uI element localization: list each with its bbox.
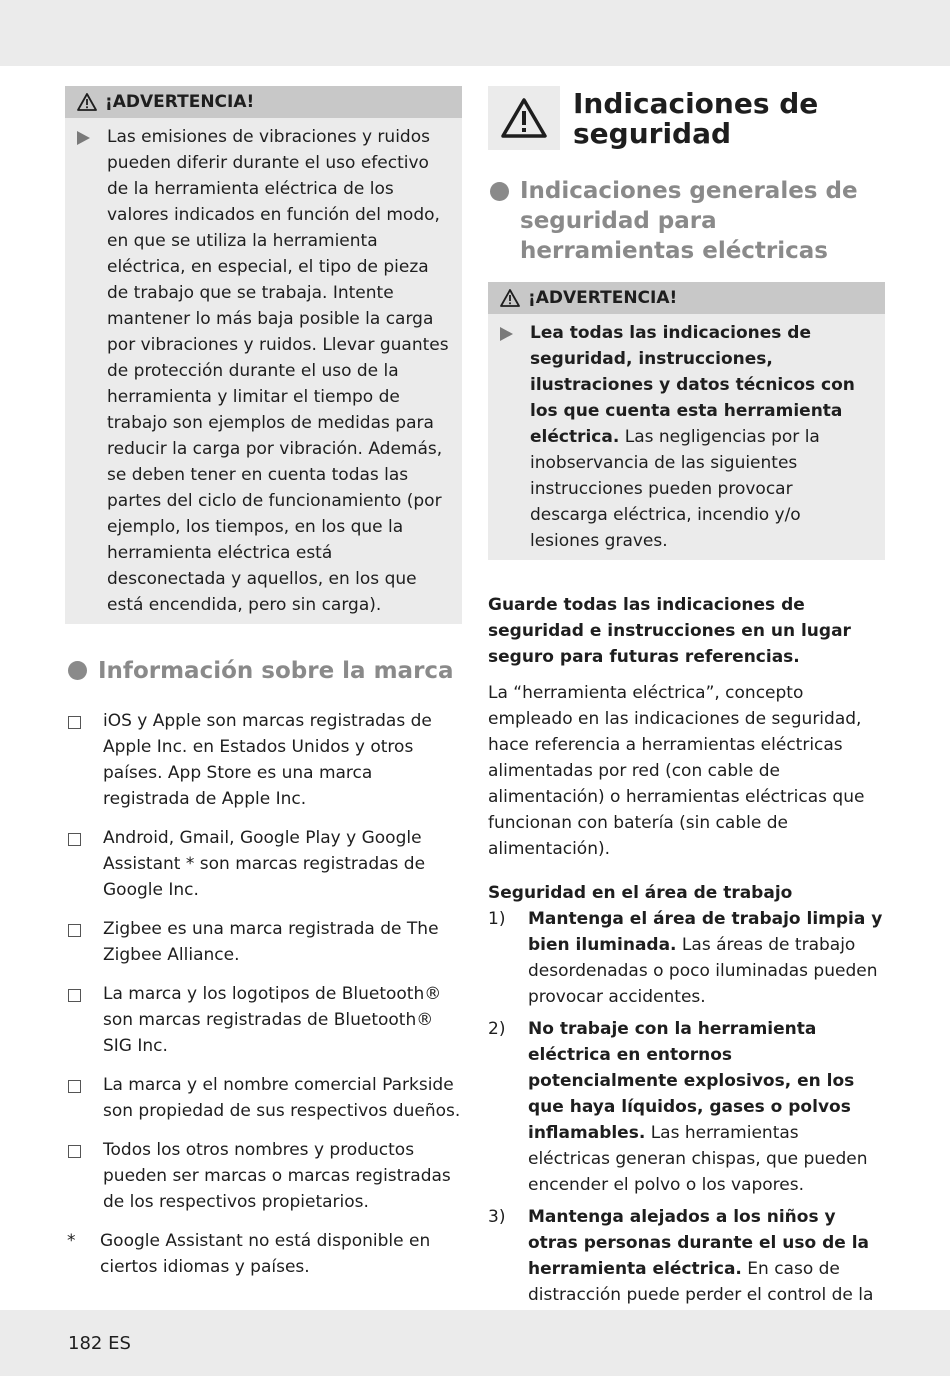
list-item-text: Android, Gmail, Google Play y Google Assistant * son marcas registradas de Google Inc. [103, 828, 426, 900]
brand-heading-text: Información sobre la marca [98, 658, 454, 684]
item-bold-text: No trabaje con la herramienta eléctrica en entornos potencialmente explosivos, en los que haya líquidos, gases o polvos inflamables. [528, 1019, 855, 1143]
item-text [528, 906, 885, 1010]
page-title: Indicaciones de seguridad [573, 87, 819, 150]
brand-heading [65, 656, 462, 686]
list-item-text: La marca y el nombre comercial Parkside son propiedad de sus respectivos dueños. [103, 1075, 461, 1121]
warning-label: ¡ADVERTENCIA! [105, 92, 255, 112]
list-item [65, 708, 462, 812]
item-normal-text: Las herramientas eléctricas generan chispas, que pueden encender el polvo o los vapores. [528, 1123, 868, 1195]
warning-body [65, 118, 462, 624]
footnote-mark: * [67, 1231, 76, 1251]
checkbox-bullet-icon [68, 716, 81, 729]
item-number: 3) [488, 1207, 506, 1227]
checkbox-bullet-icon [68, 989, 81, 1002]
warning-triangle-icon [500, 97, 548, 139]
bullet-dot-icon [68, 661, 87, 680]
definition-paragraph: La “herramienta eléctrica”, concepto empleado en las indicaciones de seguridad, hace referencia a herramientas eléctricas alimentadas por red (con cable de alimentación) o herramientas eléctricas que funcionan con batería (sin cable de alimentación). [488, 683, 865, 859]
bullet-triangle-icon [500, 320, 530, 554]
item-bold-text: Mantenga alejados a los niños y otras personas durante el uso de la herramienta eléctrica. [528, 1207, 870, 1279]
bottom-bar [0, 1310, 950, 1376]
list-item [488, 1016, 885, 1198]
bullet-triangle-icon [77, 124, 107, 618]
item-normal-text: En caso de distracción puede perder el control de la [528, 1259, 874, 1305]
warning-triangle-icon [77, 93, 97, 111]
vibration-warning-box [65, 86, 462, 624]
warning-body [488, 314, 885, 560]
list-item [65, 1072, 462, 1124]
list-item-text: iOS y Apple son marcas registradas de Apple Inc. en Estados Unidos y otros países. App Store es una marca registrada de Apple Inc. [103, 711, 432, 809]
warning-normal-text: Las negligencias por la inobservancia de las siguientes instrucciones pueden provocar descarga eléctrica, incendio y/o lesiones graves. [530, 427, 820, 551]
brand-list [65, 708, 462, 1280]
list-item-text: La marca y los logotipos de Bluetooth® son marcas registradas de Bluetooth® SIG Inc. [103, 984, 442, 1056]
warning-label: ¡ADVERTENCIA! [528, 288, 678, 308]
warning-triangle-icon [500, 289, 520, 307]
checkbox-bullet-icon [68, 1145, 81, 1158]
top-bar [0, 0, 950, 66]
list-item-text: Zigbee es una marca registrada de The Zigbee Alliance. [103, 919, 439, 965]
left-column [65, 86, 462, 1293]
item-bold-text: Mantenga el área de trabajo limpia y bien iluminada. [528, 909, 883, 955]
checkbox-bullet-icon [68, 1080, 81, 1093]
title-block [488, 86, 885, 150]
warning-text [530, 320, 875, 554]
warning-bold-text: Lea todas las indicaciones de seguridad, instrucciones, ilustraciones y datos técnicos con los que cuenta esta herramienta eléctrica. [530, 323, 855, 447]
right-column [488, 86, 885, 1340]
keep-instructions-text: Guarde todas las indicaciones de seguridad e instrucciones en un lugar seguro para futuras referencias. [488, 595, 851, 667]
checkbox-bullet-icon [68, 833, 81, 846]
list-item [65, 1137, 462, 1215]
footnote [65, 1228, 462, 1280]
general-warning-box [488, 282, 885, 560]
work-area-list [488, 906, 885, 1334]
checkbox-bullet-icon [68, 924, 81, 937]
warning-header [65, 86, 462, 118]
general-heading-text: Indicaciones generales de seguridad para herramientas eléctricas [520, 178, 858, 264]
safety-icon-box [488, 86, 560, 150]
general-heading [488, 176, 885, 266]
item-number: 2) [488, 1019, 506, 1039]
list-item-text: Todos los otros nombres y productos pueden ser marcas o marcas registradas de los respectivos propietarios. [103, 1140, 451, 1212]
bullet-dot-icon [490, 182, 509, 201]
item-number: 1) [488, 909, 506, 929]
warning-text: Las emisiones de vibraciones y ruidos pueden diferir durante el uso efectivo de la herramienta eléctrica de los valores indicados en función del modo, en que se utiliza la herramienta eléctrica, en especial, el tipo de pieza de trabajo que se trabaja. Intente mantener lo más baja posible la carga por vibraciones y ruidos. Llevar guantes de protección durante el uso de la herramienta y limitar el tiempo de trabajo son ejemplos de medidas para reducir la carga por vibración. Además, se deben tener en cuenta todas las partes del ciclo de funcionamiento (por ejemplo, los tiempos, en los que la herramienta eléctrica está desconectada y aquellos, en los que está encendida, pero sin carga). [107, 127, 449, 615]
warning-header [488, 282, 885, 314]
item-text [528, 1016, 885, 1198]
list-item [488, 906, 885, 1010]
list-item [65, 825, 462, 903]
list-item [65, 916, 462, 968]
footnote-text: Google Assistant no está disponible en ciertos idiomas y países. [100, 1231, 431, 1277]
work-area-heading: Seguridad en el área de trabajo [488, 883, 793, 903]
list-item [65, 981, 462, 1059]
page-number: 182 ES [68, 1333, 131, 1354]
item-normal-text: Las áreas de trabajo desordenadas o poco iluminadas pueden provocar accidentes. [528, 935, 878, 1007]
